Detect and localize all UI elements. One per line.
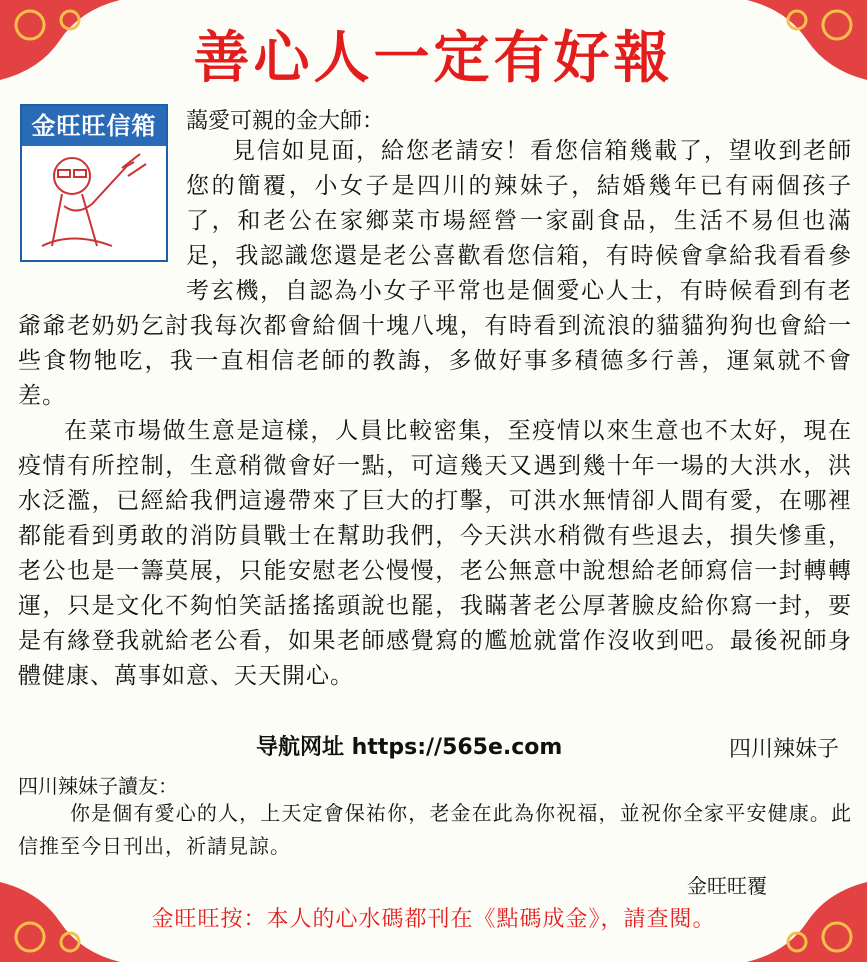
- letter-paragraph: 在菜市場做生意是這樣，人員比較密集，至疫情以來生意也不太好，現在疫情有所控制，生意稍微會好一點，可這幾天又遇到幾十年一場的大洪水，洪水泛濫，已經給我們這邊帶來了巨大的打擊，可洪水無情卻人間有愛，在哪裡都能看到勇敢的消防員戰士在幫助我們，今天洪水稍微有些退去，損失慘重，老公也是一籌莫展，只能安慰老公慢慢，老公無意中說想給老師寫信一封轉轉運，只是文化不夠怕笑話搖搖頭說也罷，我瞞著老公厚著臉皮給你寫一封，要是有緣登我就給老公看，如果老師感覺寫的尷尬就當作沒收到吧。最後祝師身體健康、萬事如意、天天開心。: [18, 418, 852, 689]
- navigation-url[interactable]: 导航网址 https://565e.com: [256, 735, 563, 760]
- reply-signature: 金旺旺覆: [687, 874, 767, 898]
- reply-body: [18, 797, 852, 863]
- footer-note: 金旺旺按：本人的心水碼都刊在《點碼成金》，請查閱。: [151, 907, 716, 932]
- page-title: 善心人一定有好報: [193, 26, 674, 91]
- letter-salutation: 藹愛可親的金大師：: [186, 109, 385, 134]
- column-name: 金旺旺信箱: [22, 106, 166, 146]
- letter-paragraph: 見信如見面，給您老請安！看您信箱幾載了，望收到老師您的簡覆，小女子是四川的辣妹子，結婚幾年已有兩個孩子了，和老公在家鄉菜市場經營一家副食品，生活不易但也滿足，我認識您還是老公喜歡看您信箱，有時候會拿給我看看參考玄機，自認為小女子平常也是個愛心人士，有時候看到有老爺爺老奶奶乞討我每次都會給個十塊八塊，有時看到流浪的貓貓狗狗也會給一些食物牠吃，我一直相信老師的教誨，多做好事多積德多行善，運氣就不會差。: [18, 138, 852, 409]
- letter-signature: 四川辣妹子: [728, 737, 839, 762]
- reply-salutation: 四川辣妹子讀友：: [18, 774, 178, 798]
- reply-paragraph: 你是個有愛心的人，上天定會保祐你，老金在此為你祝福，並祝你全家平安健康。此信推至今日刊出，祈請見諒。: [18, 801, 852, 858]
- letter-body: [18, 134, 852, 694]
